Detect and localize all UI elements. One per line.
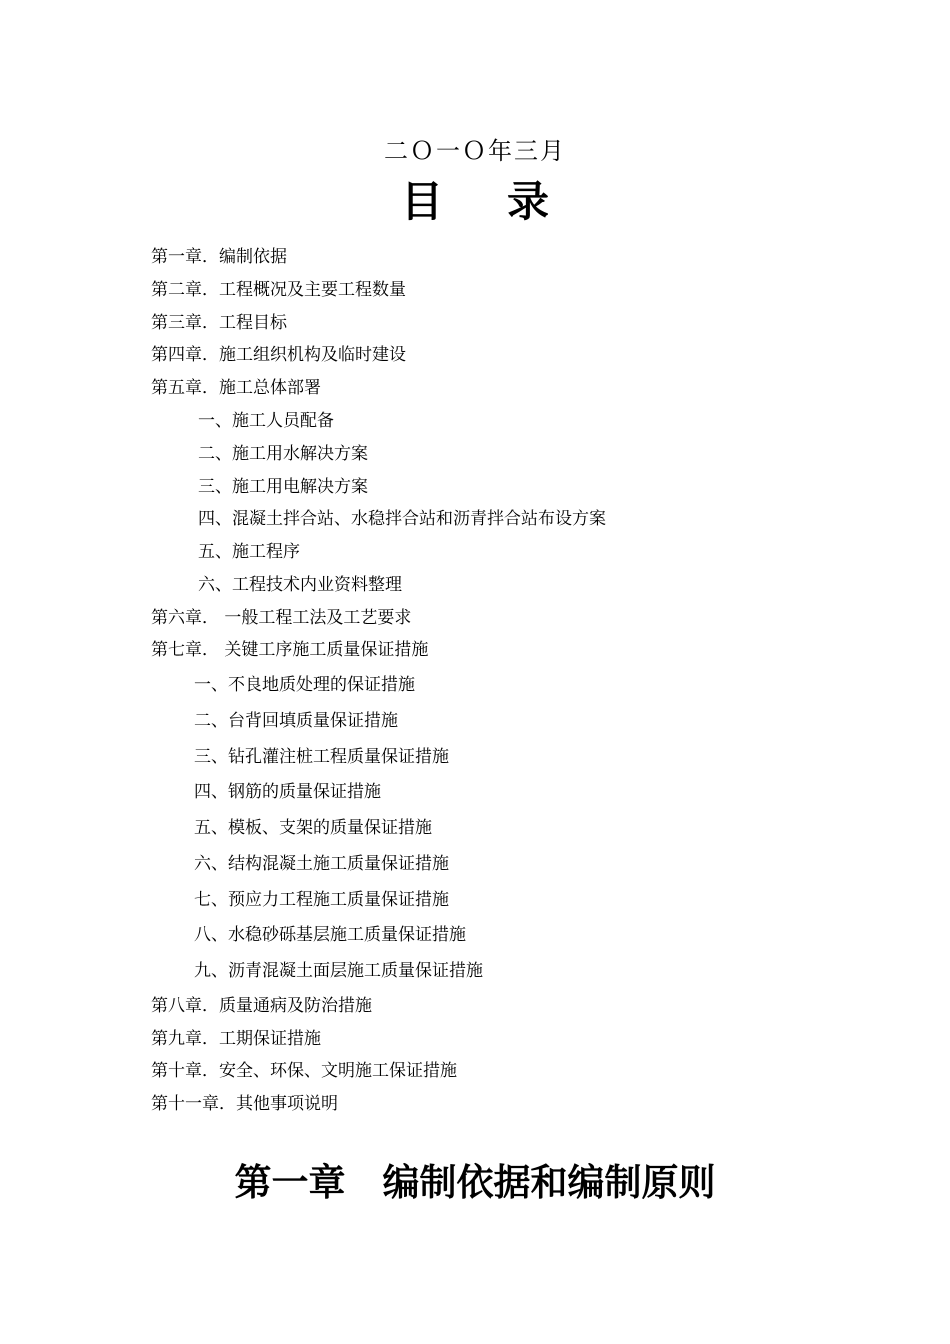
toc-item-section-7-6: 六、结构混凝土施工质量保证措施: [194, 854, 449, 874]
chapter-heading: 第一章 编制依据和编制原则: [234, 1160, 716, 1204]
toc-item-section-7-4: 四、钢筋的质量保证措施: [194, 782, 381, 802]
toc-item-section-7-7: 七、预应力工程施工质量保证措施: [194, 890, 449, 910]
toc-item-chapter-4: 第四章．施工组织机构及临时建设: [151, 345, 406, 365]
toc-item-chapter-5: 第五章．施工总体部署: [151, 378, 321, 398]
toc-item-chapter-1: 第一章．编制依据: [151, 247, 287, 267]
toc-item-section-5-5: 五、施工程序: [198, 542, 300, 562]
toc-item-chapter-2: 第二章．工程概况及主要工程数量: [151, 280, 406, 300]
toc-item-section-7-1: 一、不良地质处理的保证措施: [194, 675, 415, 695]
toc-item-chapter-6: 第六章． 一般工程工法及工艺要求: [151, 608, 412, 628]
toc-item-section-5-1: 一、施工人员配备: [198, 411, 334, 431]
date-line: 二Ｏ一Ｏ年三月: [384, 137, 566, 165]
toc-item-section-7-5: 五、模板、支架的质量保证措施: [194, 818, 432, 838]
toc-item-chapter-8: 第八章．质量通病及防治措施: [151, 996, 372, 1016]
toc-item-chapter-7: 第七章． 关键工序施工质量保证措施: [151, 640, 429, 660]
toc-item-section-7-8: 八、水稳砂砾基层施工质量保证措施: [194, 925, 466, 945]
toc-item-section-5-2: 二、施工用水解决方案: [198, 444, 368, 464]
toc-item-chapter-9: 第九章．工期保证措施: [151, 1029, 321, 1049]
toc-item-section-5-4: 四、混凝土拌合站、水稳拌合站和沥青拌合站布设方案: [198, 509, 606, 529]
toc-item-chapter-3: 第三章．工程目标: [151, 313, 287, 333]
toc-item-section-5-6: 六、工程技术内业资料整理: [198, 575, 402, 595]
toc-title: 目录: [400, 177, 613, 226]
toc-item-section-7-9: 九、沥青混凝土面层施工质量保证措施: [194, 961, 483, 981]
toc-item-section-5-3: 三、施工用电解决方案: [198, 477, 368, 497]
toc-item-section-7-3: 三、钻孔灌注桩工程质量保证措施: [194, 747, 449, 767]
toc-item-chapter-10: 第十章．安全、环保、文明施工保证措施: [151, 1061, 457, 1081]
toc-item-section-7-2: 二、台背回填质量保证措施: [194, 711, 398, 731]
toc-item-chapter-11: 第十一章．其他事项说明: [151, 1094, 338, 1114]
